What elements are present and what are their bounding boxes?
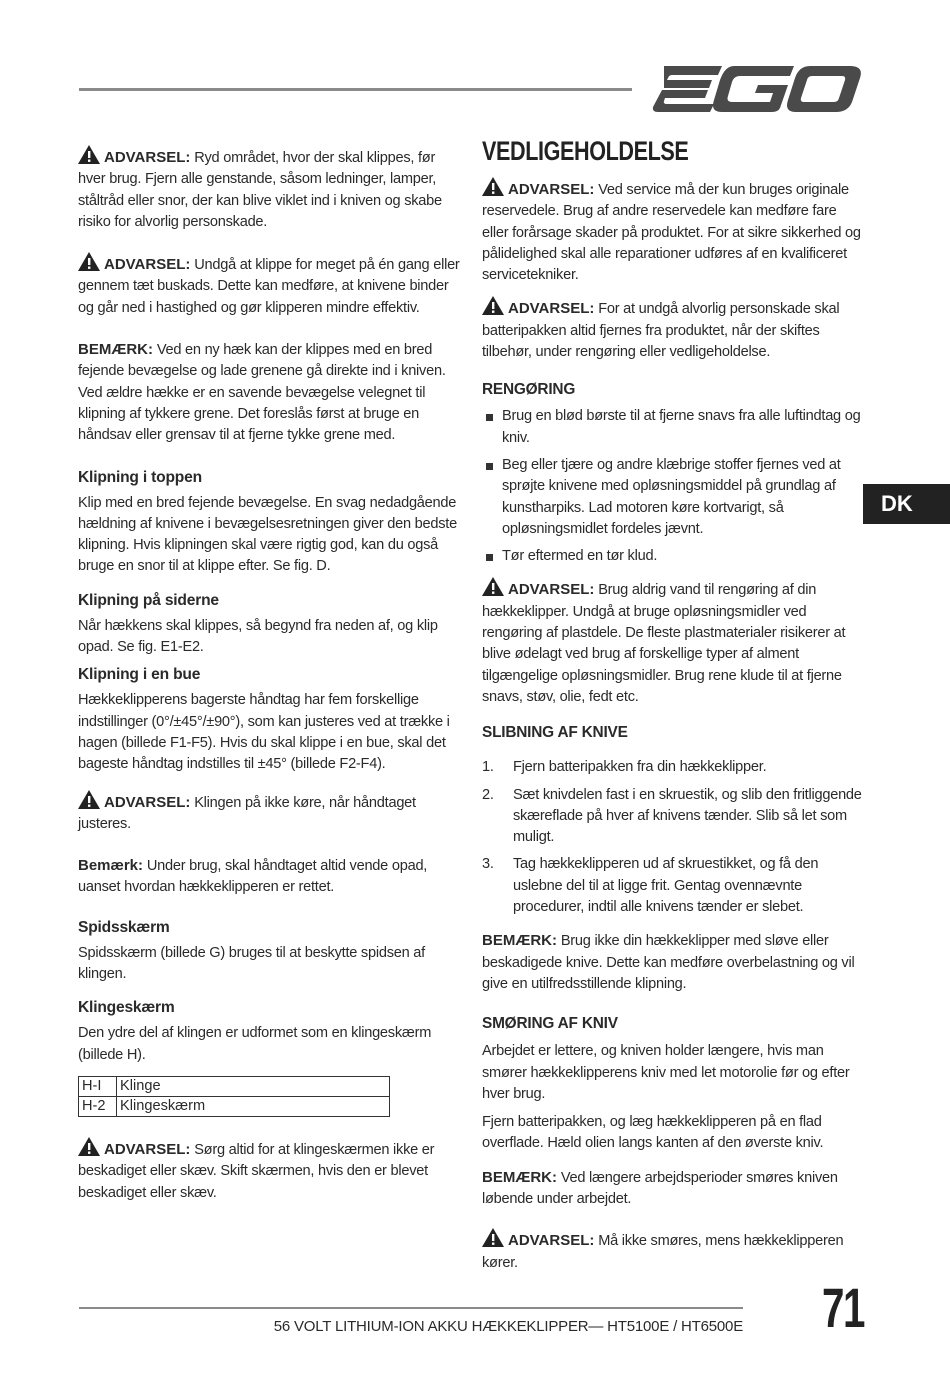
warning-blade-guard: ADVARSEL: Sørg altid for at klingeskærmen ikke er beskadiget eller skæv. Skift skærmen, hvis den er blevet beskadiget eller skæv. [78, 1137, 460, 1204]
warning-triangle-icon [482, 177, 504, 196]
heading-klipning-bue: Klipning i en bue [78, 666, 201, 684]
language-tab: DK [863, 484, 950, 524]
paragraph-klingeskaerm: Den ydre del af klingen er udformet som en klingeskærm (billede H). [78, 1025, 432, 1063]
warning-triangle-icon [482, 577, 504, 596]
right-column [482, 136, 866, 1274]
table-row [79, 1096, 390, 1116]
ego-logo [652, 62, 862, 114]
footer-title: 56 VOLT LITHIUM-ION AKKU HÆKKEKLIPPER— HT5100E / HT6500E [273, 1318, 743, 1335]
table-cell-label: Klinge [117, 1076, 390, 1096]
list-item: Brug en blød børste til at fjerne snavs fra alle luftindtag og kniv. [482, 406, 866, 449]
warning-triangle-icon [78, 790, 100, 809]
footer-rule [79, 1307, 743, 1309]
heading-klipning-toppen: Klipning i toppen [78, 468, 202, 486]
list-item: 3. Tag hækkeklipperen ud af skruestikket, og få den uslebne del til at ligge frit. Gentag ovennævnte procedurer, indtil alle knivens tænder er slebet. [482, 856, 819, 916]
sharpening-steps [482, 757, 866, 918]
paragraph-klipning-toppen: Klip med en bred fejende bevægelse. En svag nedadgående hældning af knivene i bevægelsesretningen giver den bedste klipning. Hvis klipningen skal være rigtig god, kan du også bruge en snor til at klippe efter. Se fig. D. [78, 494, 457, 575]
list-item: 2. Sæt knivdelen fast i en skruestik, og slib den fritliggende skæreflade på hver af knivens tænder. Slib så let som muligt. [482, 786, 862, 846]
warning-triangle-icon [78, 145, 100, 164]
paragraph-smoering-1: Arbejdet er lettere, og kniven holder længere, hvis man smører hækkeklipperens kniv med let motorolie før og efter hver brug. [482, 1043, 850, 1102]
heading-klipning-siderne: Klipning på siderne [78, 591, 219, 609]
warning-triangle-icon [482, 1228, 504, 1247]
header-rule [79, 88, 632, 91]
list-item: Tør eftermed en tør klud. [482, 546, 866, 567]
table-cell-code: H-2 [79, 1096, 117, 1116]
note-handle-up: Bemærk: Under brug, skal håndtaget altid vende opad, uanset hvordan hækkeklipperen er rettet. [78, 857, 428, 896]
cleaning-list [482, 406, 866, 567]
table-cell-code: H-I [79, 1076, 117, 1096]
warning-handle-adjust: ADVARSEL: Klingen på ikke køre, når håndtaget justeres. [78, 790, 460, 836]
heading-klingeskaerm: Klingeskærm [78, 999, 175, 1017]
paragraph-spidsskaerm: Spidsskærm (billede G) bruges til at beskytte spidsen af klingen. [78, 944, 425, 983]
paragraph-klipning-bue: Hækkeklipperens bagerste håndtag har fem forskellige indstillinger (0°/±45°/±90°), som kan justeres ved at trække i hagen (billede F1-F5). Hvis du skal klippe i en bue, skal det bageste håndtag indstilles til ±45° (billede F2-F4). [78, 692, 450, 773]
paragraph-smoering-2: Fjern batteripakken, og læg hækkeklipperen på en flad overflade. Hæld olien langs kanten af den øverste kniv. [482, 1114, 824, 1152]
heading-rengoering: RENGØRING [482, 381, 576, 399]
warning-no-water: ADVARSEL: Brug aldrig vand til rengøring af din hækkeklipper. Undgå at bruge opløsningsmidler ved rengøring af plastdele. De fleste plastmaterialer risikerer at blive ødelagt ved brug af forskellige typer af alment tilgængelige opløsningsmidler. Brug rene klude til at fjerne snavs, støv, olie, fedt etc. [482, 577, 866, 708]
warning-remove-battery: ADVARSEL: For at undgå alvorlig personskade skal batteripakken altid fjernes fra produktet, når der skiftes tilbehør, under rengøring eller vedligeholdelse. [482, 296, 866, 363]
note-long-work: BEMÆRK: Ved længere arbejdsperioder smøres kniven løbende under arbejdet. [482, 1168, 838, 1207]
warning-triangle-icon [78, 1137, 100, 1156]
table-row [79, 1076, 390, 1096]
parts-table [78, 1076, 390, 1117]
note-dull-blades: BEMÆRK: Brug ikke din hækkeklipper med sløve eller beskadigede knive. Dette kan medføre overbelastning og vil give en utilfredsstillende klipning. [482, 932, 855, 992]
warning-triangle-icon [78, 252, 100, 271]
warning-no-lube-running: ADVARSEL: Må ikke smøres, mens hækkeklipperen kører. [482, 1228, 866, 1274]
warning-original-parts: ADVARSEL: Ved service må der kun bruges originale reservedele. Brug af andre reservedele kan medføre fare eller forårsage skader på produktet. For at sikre sikkerhed og pålidelighed skal alle reparationer udføres af en kvalificeret servicetekniker. [482, 177, 866, 286]
note-new-hedge: BEMÆRK: Ved en ny hæk kan der klippes med en bred fejende bevægelse og lade grenene gå direkte ind i kniven. Ved ældre hække er en savende bevægelse velegnet til klipning af tykkere grene. Det foreslås først at bruge en håndsav eller grensav til at fjerne tykke grene med. [78, 341, 446, 444]
list-item: Beg eller tjære og andre klæbrige stoffer fjernes ved at sprøjte knivene med opløsningsmiddel på grundlag af kunstharpiks. Lad motoren køre kortvarigt, så opløsningsmidlet fordeles jævnt. [482, 455, 866, 540]
page-number: 71 [822, 1276, 864, 1339]
heading-smoering: SMØRING AF KNIV [482, 1015, 618, 1033]
heading-spidsskaerm: Spidsskærm [78, 918, 170, 936]
warning-overcut: ADVARSEL: Undgå at klippe for meget på én gang eller gennem tæt buskads. Dette kan medføre, at knivene binder og går ned i hastighed og gør klipperen mindre effektiv. [78, 252, 460, 319]
section-title: VEDLIGEHOLDELSE [482, 136, 689, 166]
warning-clear-area: ADVARSEL: Ryd området, hvor der skal klippes, før hver brug. Fjern alle genstande, såsom ledninger, lamper, ståltråd eller snor, der kan blive viklet ind i kniven og skabe risiko for alvorlig personskade. [78, 145, 460, 233]
table-cell-label: Klingeskærm [117, 1096, 390, 1116]
heading-slibning: SLIBNING AF KNIVE [482, 724, 628, 742]
list-item: 1. Fjern batteripakken fra din hækkeklipper. [482, 759, 767, 776]
paragraph-klipning-siderne: Når hækkens skal klippes, så begynd fra neden af, og klip opad. Se fig. E1-E2. [78, 617, 438, 656]
warning-triangle-icon [482, 296, 504, 315]
left-column [78, 145, 460, 1204]
